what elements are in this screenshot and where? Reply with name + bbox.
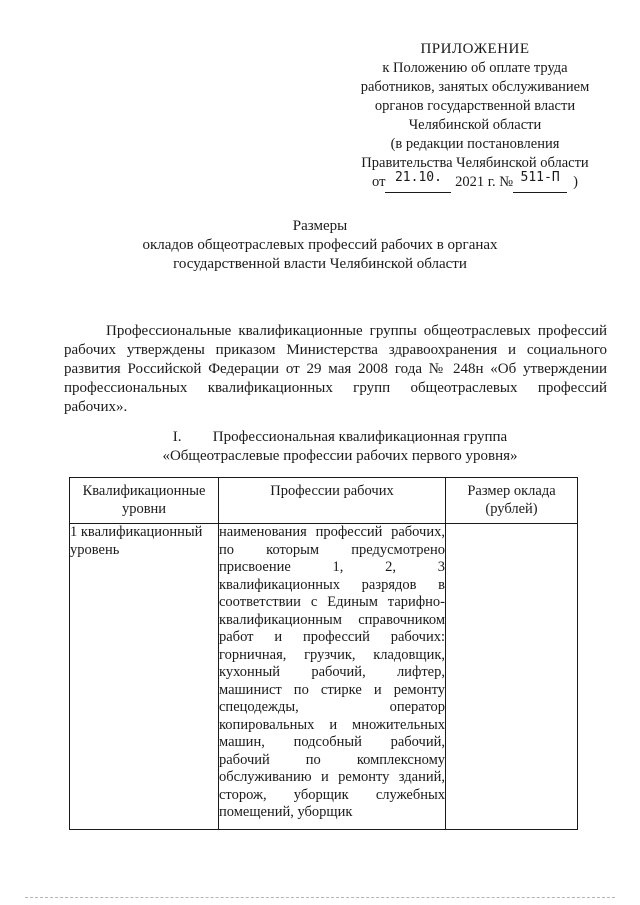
appendix-line: Челябинской области [408,117,542,133]
level-cell: 1 квалификационный уровень [70,524,219,830]
appendix-line: Правительства Челябинской области [361,155,589,171]
intro-paragraph [64,322,607,417]
intro-paragraph-text: Профессиональные квалификационные группы общеотраслевых профессий рабочих утверждены приказом Министерства здравоохранения и социального развития Российской Федерации от 29 мая 2008 года № 248н «Об утверждении профессиональных квалификационных групп общеотраслевых профессий рабочих». [64,323,607,415]
header-salary: Размер оклада (рублей) [446,478,578,524]
professions-cell: наименования профессий рабочих, по которым предусмотрено присвоение 1, 2, 3 квалификационных разрядов в соответствии с Единым тарифно-квалификационным справочником работ и профессий рабочих: горничная, грузчик, кладовщик, кухонный рабочий, лифтер, машинист по стирке и ремонту спецодежды, оператор копировальных и множительных машин, подсобный рабочий, рабочий по комплексному обслуживанию и ремонту зданий, сторож, уборщик служебных помещений, уборщик [219,524,446,830]
table-row [70,524,578,830]
resolution-date: 21.10. [394,170,442,185]
appendix-block [330,40,620,193]
header-professions: Профессии рабочих [219,478,446,524]
header-levels: Квалификационные уровни [70,478,219,524]
salary-cell [446,524,578,830]
resolution-date-line [330,170,620,193]
document-heading [120,217,520,274]
page-bottom-divider [25,897,615,898]
resolution-number: 511-П [520,170,560,185]
group-title-line: «Общеотраслевые профессии рабочих первого уровня» [162,448,518,464]
group-title [150,428,530,466]
table-header-row [70,478,578,524]
heading-line: Размеры [292,218,348,234]
close-paren: ) [573,174,578,190]
appendix-line: органов государственной власти [374,98,576,114]
group-title-line: Профессиональная квалификационная группа [212,429,508,445]
heading-line: окладов общеотраслевых профессий рабочих в органах [142,237,498,253]
heading-line: государственной власти Челябинской области [173,256,467,272]
appendix-line: работников, занятых обслуживанием [360,79,590,95]
salary-table [69,477,578,830]
date-prefix: от [372,174,386,190]
year-text: 2021 г. № [455,174,514,190]
appendix-line: (в редакции постановления [390,136,560,152]
appendix-title: ПРИЛОЖЕНИЕ [420,41,530,57]
appendix-line: к Положению об оплате труда [382,60,568,76]
group-number: I. [172,429,182,445]
